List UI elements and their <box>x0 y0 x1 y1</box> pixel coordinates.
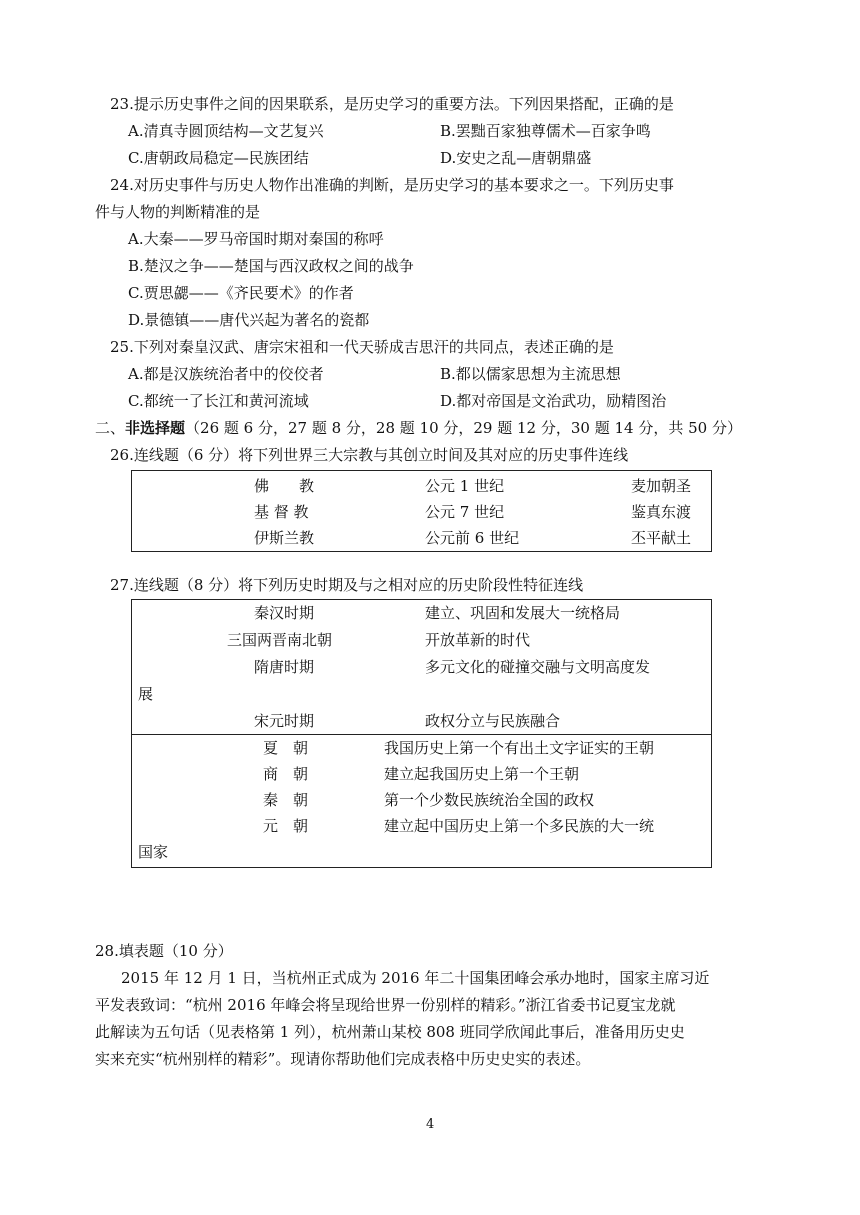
q27-dynasty-feature-1: 我国历史上第一个有出土文字证实的王朝 <box>384 739 655 757</box>
q23-option-a: A.清真寺圆顶结构—文艺复兴 <box>128 122 324 140</box>
q27-period-3: 隋唐时期 <box>254 658 315 676</box>
q27-dynasty-3: 秦 朝 <box>263 791 309 809</box>
q25-option-a: A.都是汉族统治者中的佼佼者 <box>128 365 324 383</box>
q24-option-a: A.大秦——罗马帝国时期对秦国的称呼 <box>128 230 384 248</box>
q25-option-c: C.都统一了长江和黄河流域 <box>128 392 309 410</box>
q26-time-1: 公元 1 世纪 <box>425 477 505 495</box>
q27-dynasty-feature-2: 建立起我国历史上第一个王朝 <box>384 765 580 783</box>
q27-period-2: 三国两晋南北朝 <box>227 631 333 649</box>
q27-dynasty-feature-4-wrap: 国家 <box>138 843 169 861</box>
q27-stage-feature-3-wrap: 展 <box>138 685 154 703</box>
q27-period-4: 宋元时期 <box>254 712 315 730</box>
q27-dynasty-4: 元 朝 <box>263 817 309 835</box>
q27-stage-feature-3: 多元文化的碰撞交融与文明高度发 <box>425 658 651 676</box>
q26-religion-2: 基 督 教 <box>254 503 309 521</box>
q27-dynasty-1: 夏 朝 <box>263 739 309 757</box>
section-two-rest: （26 题 6 分，27 题 8 分，28 题 10 分，29 题 12 分，30 题 14 分，共 50 分） <box>185 419 742 437</box>
q27-dynasty-2: 商 朝 <box>263 765 309 783</box>
q24-stem-line2: 件与人物的判断精准的是 <box>95 203 261 221</box>
q26-title: 26.连线题（6 分）将下列世界三大宗教与其创立时间及其对应的历史事件连线 <box>110 446 629 464</box>
q26-event-2: 鉴真东渡 <box>631 503 692 521</box>
q27-stage-feature-4: 政权分立与民族融合 <box>425 712 561 730</box>
q24-option-c: C.贾思勰——《齐民要术》的作者 <box>128 284 354 302</box>
q26-religion-1: 佛 教 <box>254 477 315 495</box>
q27-title: 27.连线题（8 分）将下列历史时期及与之相对应的历史阶段性特征连线 <box>110 576 584 594</box>
q23-option-d: D.安史之乱—唐朝鼎盛 <box>440 149 592 167</box>
q23-option-b: B.罢黜百家独尊儒术—百家争鸣 <box>440 122 651 140</box>
q26-event-1: 麦加朝圣 <box>631 477 692 495</box>
q27-dynasty-feature-3: 第一个少数民族统治全国的政权 <box>384 791 595 809</box>
q27-dynasty-feature-4: 建立起中国历史上第一个多民族的大一统 <box>384 817 655 835</box>
q25-option-b: B.都以儒家思想为主流思想 <box>440 365 621 383</box>
q26-event-3: 丕平献土 <box>631 529 692 547</box>
q26-religion-3: 伊斯兰教 <box>254 529 315 547</box>
q27-period-1: 秦汉时期 <box>254 604 315 622</box>
q25-option-d: D.都对帝国是文治武功，励精图治 <box>440 392 667 410</box>
q27-matching-box <box>131 599 712 868</box>
q24-option-b: B.楚汉之争——楚国与西汉政权之间的战争 <box>128 257 414 275</box>
q23-stem: 23.提示历史事件之间的因果联系，是历史学习的重要方法。下列因果搭配，正确的是 <box>110 95 674 113</box>
q28-paragraph-line1: 2015 年 12 月 1 日，当杭州正式成为 2016 年二十国集团峰会承办地时，国家主席习近 <box>121 969 710 987</box>
q23-option-c: C.唐朝政局稳定—民族团结 <box>128 149 309 167</box>
q27-stage-feature-2: 开放革新的时代 <box>425 631 531 649</box>
section-two-prefix: 二、 <box>95 419 126 437</box>
section-two-bold: 非选择题 <box>125 419 186 437</box>
q24-option-d: D.景德镇——唐代兴起为著名的瓷都 <box>128 311 370 329</box>
q28-paragraph-line3: 此解读为五句话（见表格第 1 列），杭州萧山某校 808 班同学欣闻此事后，准备用历史史 <box>95 1023 685 1041</box>
q25-stem: 25.下列对秦皇汉武、唐宗宋祖和一代天骄成吉思汗的共同点，表述正确的是 <box>110 338 614 356</box>
section-two-title <box>95 418 742 438</box>
page-number: 4 <box>426 1117 435 1132</box>
q26-time-2: 公元 7 世纪 <box>425 503 505 521</box>
q28-paragraph-line4: 实来充实“杭州别样的精彩”。现请你帮助他们完成表格中历史史实的表述。 <box>95 1050 591 1068</box>
q28-paragraph-line2: 平发表致词：“杭州 2016 年峰会将呈现给世界一份别样的精彩。”浙江省委书记夏宝龙就 <box>95 996 676 1014</box>
q26-matching-box <box>131 470 712 552</box>
q26-time-3: 公元前 6 世纪 <box>425 529 520 547</box>
q27-divider <box>132 734 711 735</box>
q27-stage-feature-1: 建立、巩固和发展大一统格局 <box>425 604 621 622</box>
q28-title: 28.填表题（10 分） <box>95 942 233 960</box>
q24-stem-line1: 24.对历史事件与历史人物作出准确的判断，是历史学习的基本要求之一。下列历史事 <box>110 176 674 194</box>
